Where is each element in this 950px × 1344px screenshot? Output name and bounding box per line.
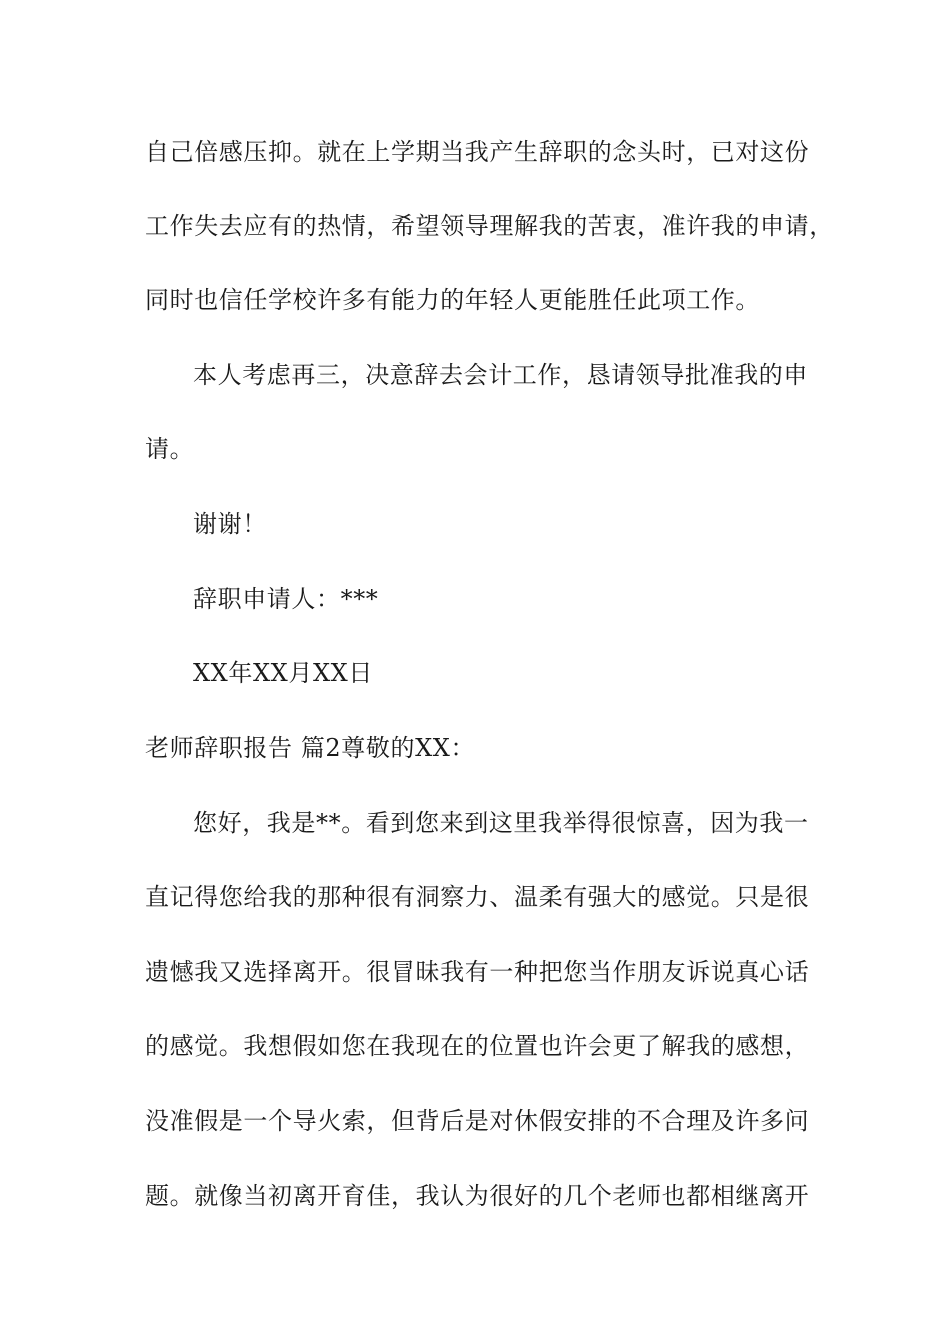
- paragraph-line: 请。: [145, 435, 195, 463]
- paragraph-line: 的感觉。我想假如您在我现在的位置也许会更了解我的感想，: [145, 1032, 810, 1060]
- paragraph-line: 工作失去应有的热情，希望领导理解我的苦衷，准许我的申请，: [145, 212, 834, 240]
- paragraph-line: 同时也信任学校许多有能力的年轻人更能胜任此项工作。: [145, 286, 760, 314]
- paragraph-line: 自己倍感压抑。就在上学期当我产生辞职的念头时，已对这份: [145, 138, 810, 166]
- thanks-line: 谢谢！: [193, 510, 267, 538]
- section-heading: 老师辞职报告 篇2尊敬的XX：: [145, 734, 476, 762]
- paragraph-line: 您好，我是**。看到您来到这里我举得很惊喜，因为我一: [193, 809, 809, 837]
- applicant-signature: 辞职申请人：***: [193, 585, 379, 613]
- paragraph-line: 遗憾我又选择离开。很冒昧我有一种把您当作朋友诉说真心话: [145, 958, 810, 986]
- paragraph-line: 本人考虑再三，决意辞去会计工作，恳请领导批准我的申: [193, 361, 808, 389]
- paragraph-line: 没准假是一个导火索，但背后是对休假安排的不合理及许多问: [145, 1107, 810, 1135]
- paragraph-line: 直记得您给我的那种很有洞察力、温柔有强大的感觉。只是很: [145, 883, 810, 911]
- paragraph-line: 题。就像当初离开育佳，我认为很好的几个老师也都相继离开: [145, 1182, 810, 1210]
- date-line: XX年XX月XX日: [193, 659, 373, 687]
